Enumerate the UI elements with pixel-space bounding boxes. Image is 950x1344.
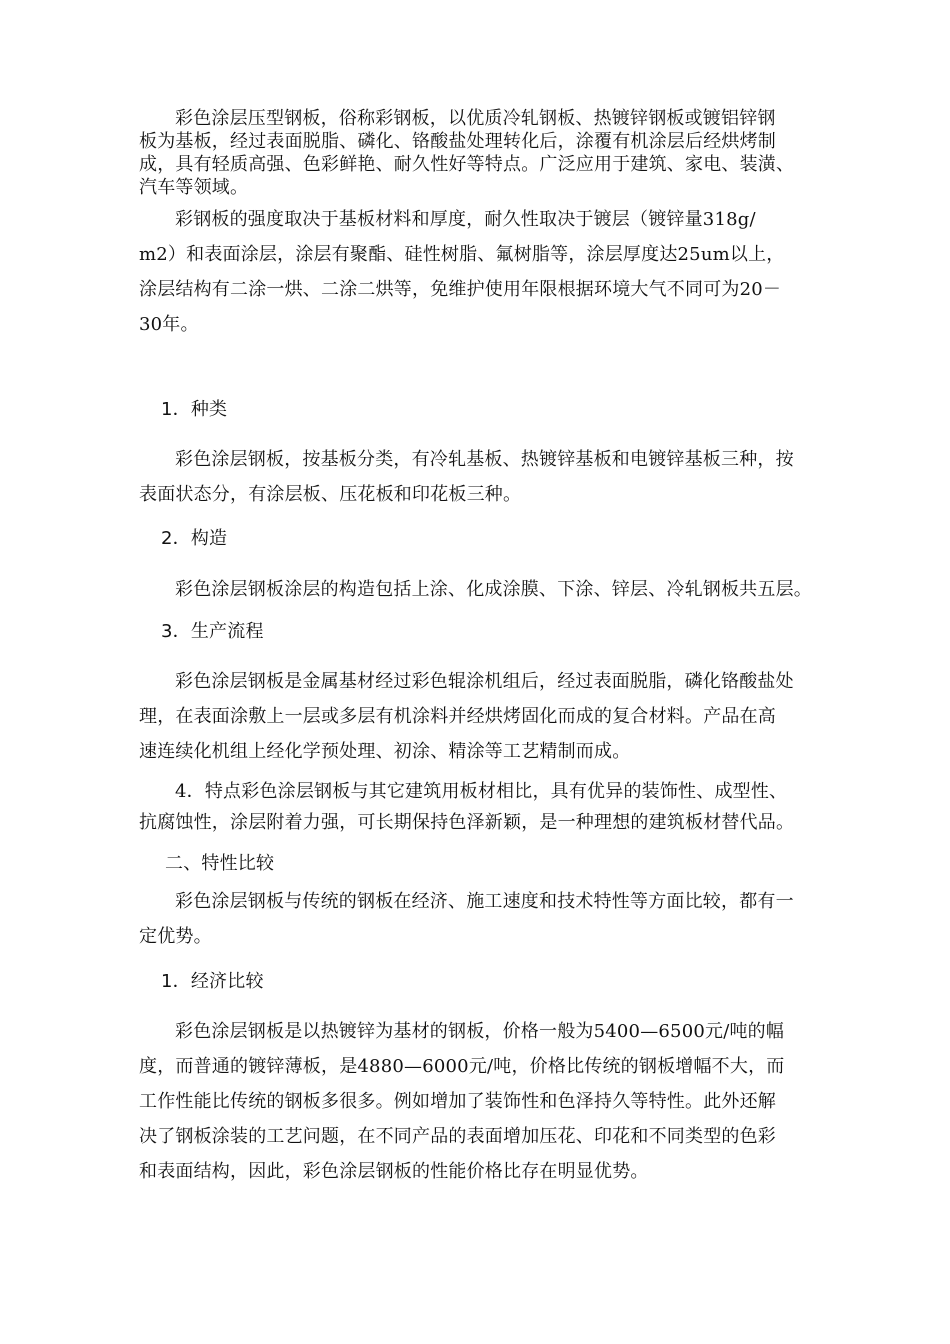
text-line: 度，而普通的镀锌薄板，是4880—6000元/吨，价格比传统的钢板增幅不大，而 xyxy=(139,1056,785,1077)
text-line: 彩色涂层压型钢板，俗称彩钢板，以优质冷轧钢板、热镀锌钢板或镀铝锌钢 xyxy=(175,108,776,129)
part-2-paragraph xyxy=(139,884,794,954)
intro-paragraph-1 xyxy=(139,107,794,199)
text-line: 速连续化机组上经化学预处理、初涂、精涂等工艺精制而成。 xyxy=(139,741,631,762)
text-line: 抗腐蚀性，涂层附着力强，可长期保持色泽新颖，是一种理想的建筑板材替代品。 xyxy=(139,812,795,833)
text-line: 彩色涂层钢板，按基板分类，有冷轧基板、热镀锌基板和电镀锌基板三种，按 xyxy=(175,449,794,470)
section-heading-3: 3．生产流程 xyxy=(161,621,264,642)
part-2-heading: 二、特性比较 xyxy=(165,853,275,874)
section-3-paragraph xyxy=(139,664,794,769)
text-line: 定优势。 xyxy=(139,926,212,947)
text-line: 彩色涂层钢板是金属基材经过彩色辊涂机组后，经过表面脱脂，磷化铬酸盐处 xyxy=(175,671,794,692)
economy-paragraph xyxy=(139,1014,784,1189)
text-line: 理，在表面涂敷上一层或多层有机涂料并经烘烤固化而成的复合材料。产品在高 xyxy=(139,706,776,727)
text-line: 彩色涂层钢板是以热镀锌为基材的钢板，价格一般为5400—6500元/吨的幅 xyxy=(175,1021,785,1042)
section-heading-1: 1．种类 xyxy=(161,399,228,420)
text-line: 和表面结构，因此，彩色涂层钢板的性能价格比存在明显优势。 xyxy=(139,1161,649,1182)
subsection-heading-economy: 1．经济比较 xyxy=(161,971,264,992)
text-line: 汽车等领域。 xyxy=(139,177,249,198)
section-2-paragraph xyxy=(139,572,812,607)
section-heading-2: 2．构造 xyxy=(161,528,228,549)
text-line: 涂层结构有二涂一烘、二涂二烘等，免维护使用年限根据环境大气不同可为20－ xyxy=(139,279,782,300)
text-line: 工作性能比传统的钢板多很多。例如增加了装饰性和色泽持久等特性。此外还解 xyxy=(139,1091,776,1112)
text-line: 彩色涂层钢板与传统的钢板在经济、施工速度和技术特性等方面比较，都有一 xyxy=(175,891,794,912)
text-line: 板为基板，经过表面脱脂、磷化、铬酸盐处理转化后，涂覆有机涂层后经烘烤制 xyxy=(139,131,776,152)
text-line: 决了钢板涂装的工艺问题，在不同产品的表面增加压花、印花和不同类型的色彩 xyxy=(139,1126,776,1147)
text-line: 成，具有轻质高强、色彩鲜艳、耐久性好等特点。广泛应用于建筑、家电、装潢、 xyxy=(139,154,795,175)
text-line: 4．特点彩色涂层钢板与其它建筑用板材相比，具有优异的装饰性、成型性、 xyxy=(175,781,788,802)
text-line: 30年。 xyxy=(139,314,199,335)
intro-paragraph-2 xyxy=(139,202,784,342)
text-line: m2）和表面涂层，涂层有聚酯、硅性树脂、氟树脂等，涂层厚度达25um以上， xyxy=(139,244,785,265)
section-4-paragraph xyxy=(139,776,794,838)
text-line: 彩钢板的强度取决于基板材料和厚度，耐久性取决于镀层（镀锌量318g/ xyxy=(175,209,756,230)
text-line: 彩色涂层钢板涂层的构造包括上涂、化成涂膜、下涂、锌层、冷轧钢板共五层。 xyxy=(175,579,812,600)
text-line: 表面状态分，有涂层板、压花板和印花板三种。 xyxy=(139,484,522,505)
section-1-paragraph xyxy=(139,442,794,512)
